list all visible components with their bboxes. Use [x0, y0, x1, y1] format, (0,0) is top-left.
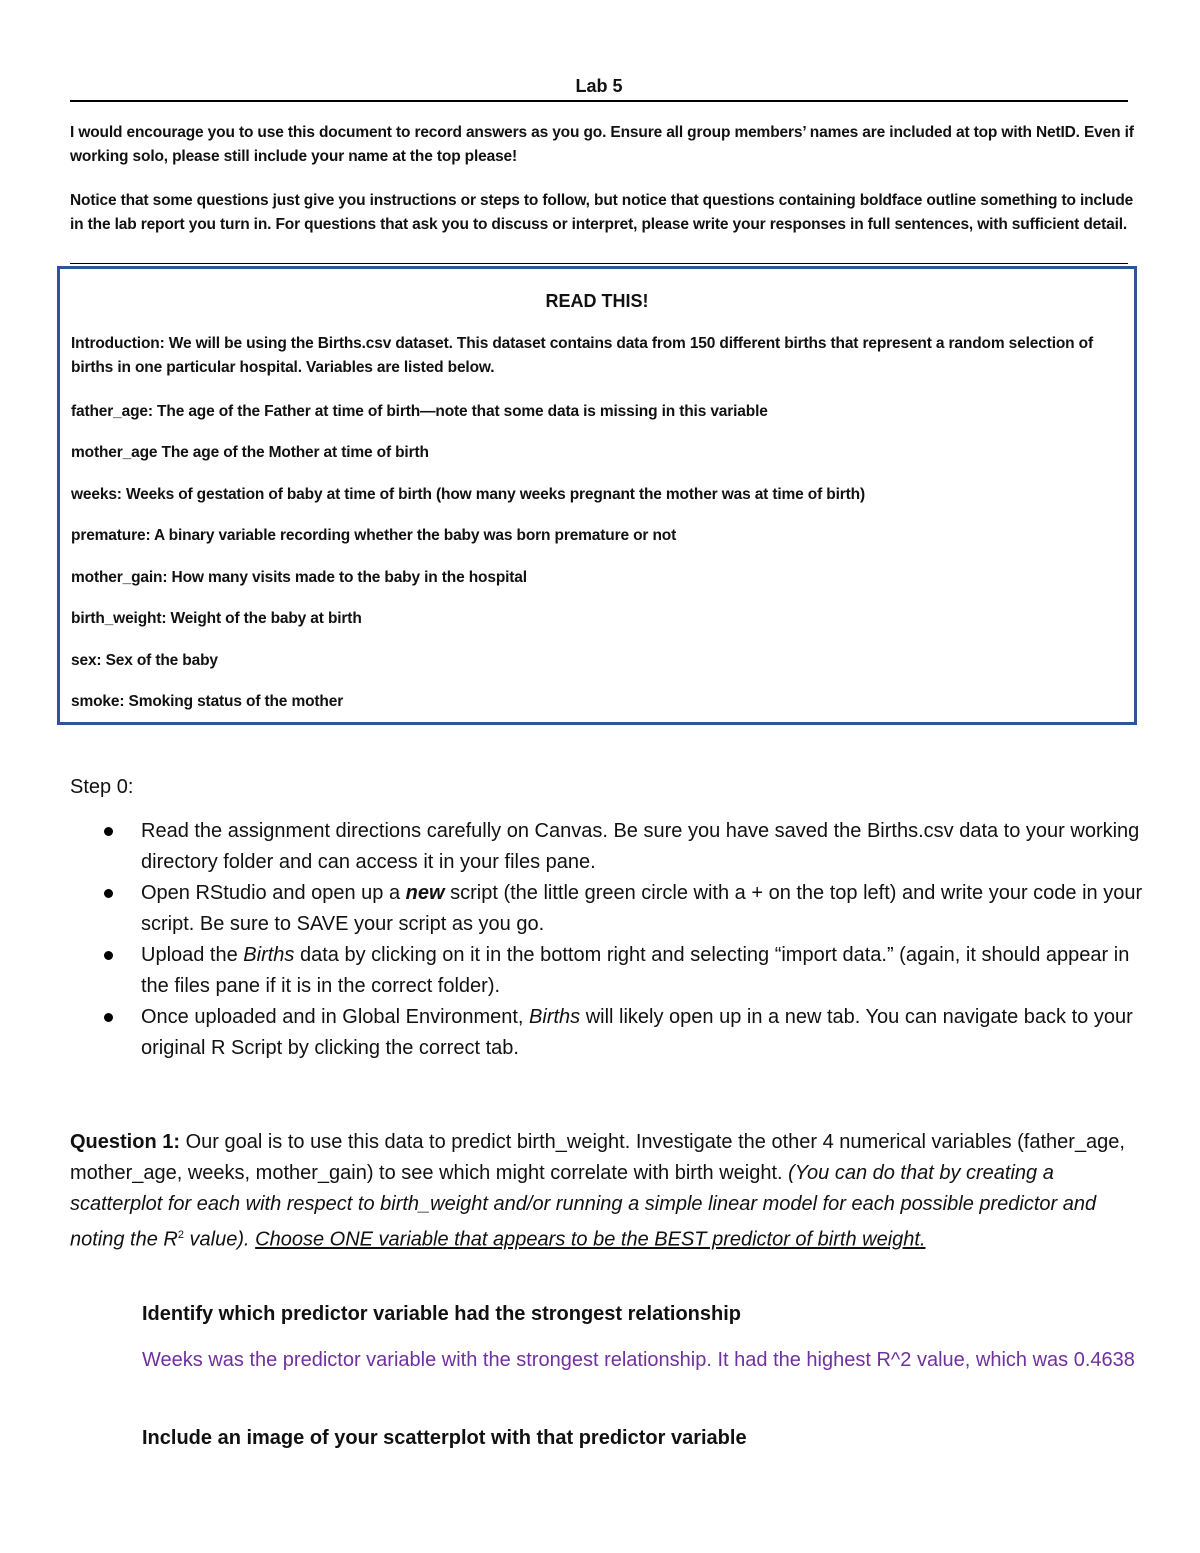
variable-premature: premature: A binary variable recording whether the baby was born premature or not — [71, 527, 677, 544]
bullet-text-start: Upload the — [141, 944, 244, 966]
bullet-emphasis: Births — [243, 944, 295, 966]
bullet-text-end: data by clicking on it in the bottom right and selecting “import data.” (again, it should appear in the files pane if it is in the correct folder). — [141, 944, 1130, 997]
variable-birth-weight: birth_weight: Weight of the baby at birth — [71, 610, 362, 627]
read-this-heading: READ THIS! — [545, 291, 649, 311]
bullet-icon — [104, 827, 113, 836]
variable-father-age: father_age: The age of the Father at time of birth—note that some data is missing in this variable — [71, 403, 768, 420]
question-1-scatterplot-prompt: Include an image of your scatterplot with that predictor variable — [142, 1427, 747, 1449]
question-1-task: Choose ONE variable that appears to be the BEST predictor of birth weight. — [255, 1228, 926, 1251]
bullet-text-end: script (the little green circle with a + on the top left) and write your code in your script. Be sure to SAVE your script as you go. — [141, 882, 1143, 935]
step0-list — [70, 816, 1150, 1064]
bullet-emphasis: Births — [529, 1006, 581, 1028]
bullet-text: Read the assignment directions carefully on Canvas. Be sure you have saved the Births.csv data to your working directory folder and can access it in your files pane. — [141, 820, 1140, 873]
question-1-answer: Weeks was the predictor variable with the strongest relationship. It had the highest R^2 value, which was 0.4638 — [142, 1349, 1135, 1371]
question-1-prompt: Identify which predictor variable had the strongest relationship — [142, 1303, 741, 1325]
question-1 — [70, 1127, 1135, 1256]
variable-sex: sex: Sex of the baby — [71, 652, 218, 669]
intro-divider — [70, 263, 1128, 264]
variable-smoke: smoke: Smoking status of the mother — [71, 693, 344, 710]
bullet-icon — [104, 951, 113, 960]
bullet-emphasis: new — [405, 882, 445, 904]
bullet-text-end: will likely open up in a new tab. You can navigate back to your original R Script by clicking the correct tab. — [141, 1006, 1133, 1059]
dataset-introduction: Introduction: We will be using the Births.csv dataset. This dataset contains data from 150 different births that represent a random selection of births in one particular hospital. Variables are listed below. — [71, 335, 1093, 376]
page-title: Lab 5 — [575, 76, 623, 96]
list-item — [70, 1002, 1150, 1064]
read-this-box — [57, 266, 1137, 725]
bullet-text-start: Open RStudio and open up a — [141, 882, 406, 904]
question-1-label: Question 1: — [70, 1131, 181, 1153]
list-item — [70, 816, 1150, 878]
bullet-icon — [104, 1013, 113, 1022]
question-1-hint-end: value). — [183, 1228, 250, 1251]
step0-heading: Step 0: — [70, 776, 134, 798]
variable-weeks: weeks: Weeks of gestation of baby at time of birth (how many weeks pregnant the mother was at time of birth) — [71, 486, 865, 503]
variable-mother-gain: mother_gain: How many visits made to the baby in the hospital — [71, 569, 527, 586]
intro-paragraph-2: Notice that some questions just give you instructions or steps to follow, but notice that questions containing boldface outline something to include in the lab report you turn in. For questions that ask you to discuss or interpret, please write your responses in full sentences, with sufficient detail. — [70, 192, 1134, 233]
list-item — [70, 940, 1150, 1002]
bullet-text-start: Once uploaded and in Global Environment, — [141, 1006, 530, 1028]
bullet-icon — [104, 889, 113, 898]
question-1-body: Our goal is to use this data to predict birth_weight. Investigate the other 4 numerical variables (father_age, mother_age, weeks, mother_gain) to see which might correlate with birth weight. — [70, 1131, 1125, 1184]
intro-paragraph-1: I would encourage you to use this document to record answers as you go. Ensure all group members’ names are included at top with NetID. Even if working solo, please still include your name at the top please! — [70, 124, 1134, 165]
variable-mother-age: mother_age The age of the Mother at time of birth — [71, 444, 429, 461]
question-1-superscript: 2 — [177, 1229, 184, 1241]
list-item — [70, 878, 1150, 940]
title-divider — [70, 100, 1128, 102]
question-1-hint: (You can do that by creating a scatterplot for each with respect to birth_weight and/or running a simple linear model for each possible predictor and noting the R — [70, 1162, 1097, 1251]
